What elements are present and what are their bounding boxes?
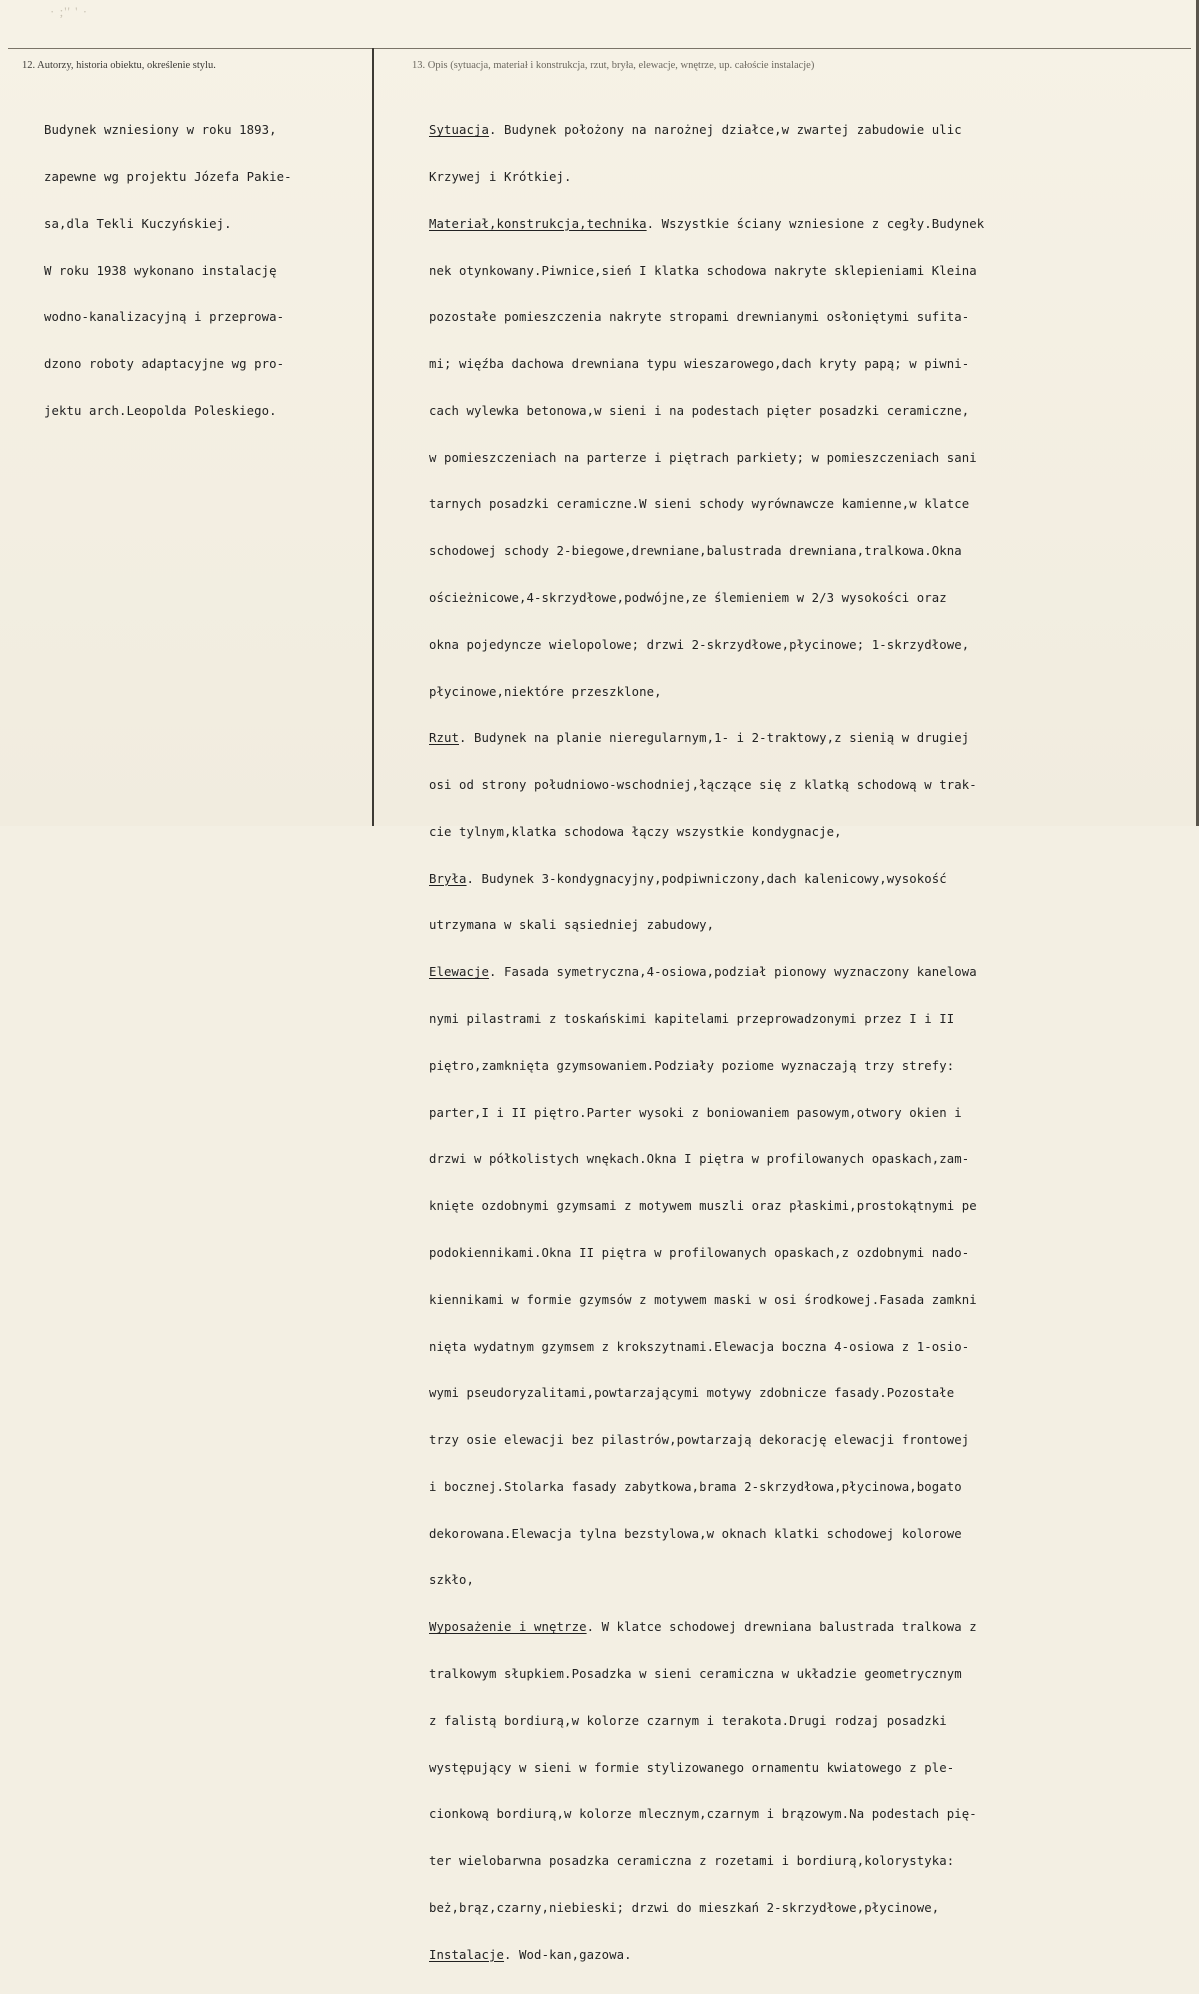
text-line: Bryła. Budynek 3-kondygnacyjny,podpiwniczony,dach kalenicowy,wysokość xyxy=(429,871,947,886)
section-13-text xyxy=(429,92,984,1994)
text-line: płycinowe,niektóre przeszklone, xyxy=(429,684,662,699)
top-rule xyxy=(8,48,1191,49)
text-line: osi od strony południowo-wschodniej,łączące się z klatką schodową w trak- xyxy=(429,778,977,793)
text-line: piętro,zamknięta gzymsowaniem.Podziały poziome wyznaczają trzy strefy: xyxy=(429,1058,955,1073)
text-line: i bocznej.Stolarka fasady zabytkowa,brama 2-skrzydłowa,płycinowa,bogato xyxy=(429,1479,962,1494)
text-line: knięte ozdobnymi gzymsami z motywem muszli oraz płaskimi,prostokątnymi pe xyxy=(429,1199,977,1214)
text-line: trzy osie elewacji bez pilastrów,powtarzają dekorację elewacji frontowej xyxy=(429,1433,970,1448)
text-line: zapewne wg projektu Józefa Pakie- xyxy=(44,169,292,184)
text-line: drzwi w półkolistych wnękach.Okna I piętra w profilowanych opaskach,zam- xyxy=(429,1152,970,1167)
text-line: kiennikami w formie gzymsów z motywem maski w osi środkowej.Fasada zamkni xyxy=(429,1292,977,1307)
heading-material: Materiał,konstrukcja,technika xyxy=(429,216,647,231)
faint-header-text: · ;'' ' · xyxy=(50,4,89,19)
text-line: Instalacje. Wod-kan,gazowa. xyxy=(429,1947,632,1962)
text-line: Krzywej i Krótkiej. xyxy=(429,169,572,184)
heading-bryla: Bryła xyxy=(429,871,467,886)
text-line: Elewacje. Fasada symetryczna,4-osiowa,podział pionowy wyznaczony kanelowa xyxy=(429,965,977,980)
text-line: beż,brąz,czarny,niebieski; drzwi do mieszkań 2-skrzydłowe,płycinowe, xyxy=(429,1900,940,1915)
text-line: schodowej schody 2-biegowe,drewniane,balustrada drewniana,tralkowa.Okna xyxy=(429,544,962,559)
text-line: Wyposażenie i wnętrze. W klatce schodowej drewniana balustrada tralkowa z xyxy=(429,1620,977,1635)
text-line: ościeżnicowe,4-skrzydłowe,podwójne,ze ślemieniem w 2/3 wysokości oraz xyxy=(429,591,947,605)
text-line: tarnych posadzki ceramiczne.W sieni schody wyrównawcze kamienne,w klatce xyxy=(429,497,970,512)
text-line: mi; więźba dachowa drewniana typu wieszarowego,dach kryty papą; w piwni- xyxy=(429,357,970,372)
text-line: dzono roboty adaptacyjne wg pro- xyxy=(44,357,285,372)
text-line: dekorowana.Elewacja tylna bezstylowa,w oknach klatki schodowej kolorowe xyxy=(429,1526,962,1541)
text-line: ter wielobarwna posadzka ceramiczna z rozetami i bordiurą,kolorystyka: xyxy=(429,1854,955,1869)
text-line: nięta wydatnym gzymsem z krokszytnami.Elewacja boczna 4-osiowa z 1-osio- xyxy=(429,1339,970,1354)
text-line: cionkową bordiurą,w kolorze mlecznym,czarnym i brązowym.Na podestach pię- xyxy=(429,1807,977,1822)
text-line: występujący w sieni w formie stylizowanego ornamentu kwiatowego z ple- xyxy=(429,1760,955,1775)
section-12-text xyxy=(44,92,292,451)
text-line: podokiennikami.Okna II piętra w profilowanych opaskach,z ozdobnymi nado- xyxy=(429,1245,970,1260)
text-line: cach wylewka betonowa,w sieni i na podestach pięter posadzki ceramiczne, xyxy=(429,403,970,418)
text-line: Budynek wzniesiony w roku 1893, xyxy=(44,123,277,138)
text-line: okna pojedyncze wielopolowe; drzwi 2-skrzydłowe,płycinowe; 1-skrzydłowe, xyxy=(429,637,970,652)
heading-elewacje: Elewacje xyxy=(429,965,490,980)
text-line: Materiał,konstrukcja,technika. Wszystkie ściany wzniesione z cegły.Budynek xyxy=(429,216,985,231)
heading-wyposazenie: Wyposażenie i wnętrze xyxy=(429,1620,587,1635)
section-13-label: 13. Opis (sytuacja, materiał i konstrukcja, rzut, bryła, elewacje, wnętrze, up. całoście instalacje) xyxy=(412,60,815,71)
text-line: szkło, xyxy=(429,1573,475,1588)
text-line: Sytuacja. Budynek położony na narożnej działce,w zwartej zabudowie ulic xyxy=(429,123,962,138)
text-line: cie tylnym,klatka schodowa łączy wszystkie kondygnacje, xyxy=(429,824,842,839)
text-line: W roku 1938 wykonano instalację xyxy=(44,263,277,278)
text-line: wymi pseudoryzalitami,powtarzającymi motywy zdobnicze fasady.Pozostałe xyxy=(429,1386,955,1401)
text-line: Rzut. Budynek na planie nieregularnym,1- i 2-traktowy,z sienią w drugiej xyxy=(429,731,970,746)
heading-sytuacja: Sytuacja xyxy=(429,123,490,138)
text-line: utrzymana w skali sąsiedniej zabudowy, xyxy=(429,918,715,933)
text-line: nymi pilastrami z toskańskimi kapitelami przeprowadzonymi przez I i II xyxy=(429,1012,955,1027)
text-line: sa,dla Tekli Kuczyńskiej. xyxy=(44,216,232,231)
text-line: parter,I i II piętro.Parter wysoki z boniowaniem pasowym,otwory okien i xyxy=(429,1105,962,1120)
text-line: w pomieszczeniach na parterze i piętrach parkiety; w pomieszczeniach sani xyxy=(429,450,977,465)
text-line: z falistą bordiurą,w kolorze czarnym i terakota.Drugi rodzaj posadzki xyxy=(429,1713,947,1728)
text-line: wodno-kanalizacyjną i przeprowa- xyxy=(44,310,285,325)
section-12-label: 12. Autorzy, historia obiektu, określenie stylu. xyxy=(22,60,216,71)
text-line: nek otynkowany.Piwnice,sień I klatka schodowa nakryte sklepieniami Kleina xyxy=(429,263,977,278)
text-line: pozostałe pomieszczenia nakryte stropami drewnianymi osłoniętymi sufita- xyxy=(429,310,970,325)
heading-rzut: Rzut xyxy=(429,731,460,746)
text-line: jektu arch.Leopolda Poleskiego. xyxy=(44,403,277,418)
column-divider xyxy=(372,48,374,826)
heading-instalacje: Instalacje xyxy=(429,1947,505,1962)
text-line: tralkowym słupkiem.Posadzka w sieni ceramiczna w układzie geometrycznym xyxy=(429,1666,962,1681)
